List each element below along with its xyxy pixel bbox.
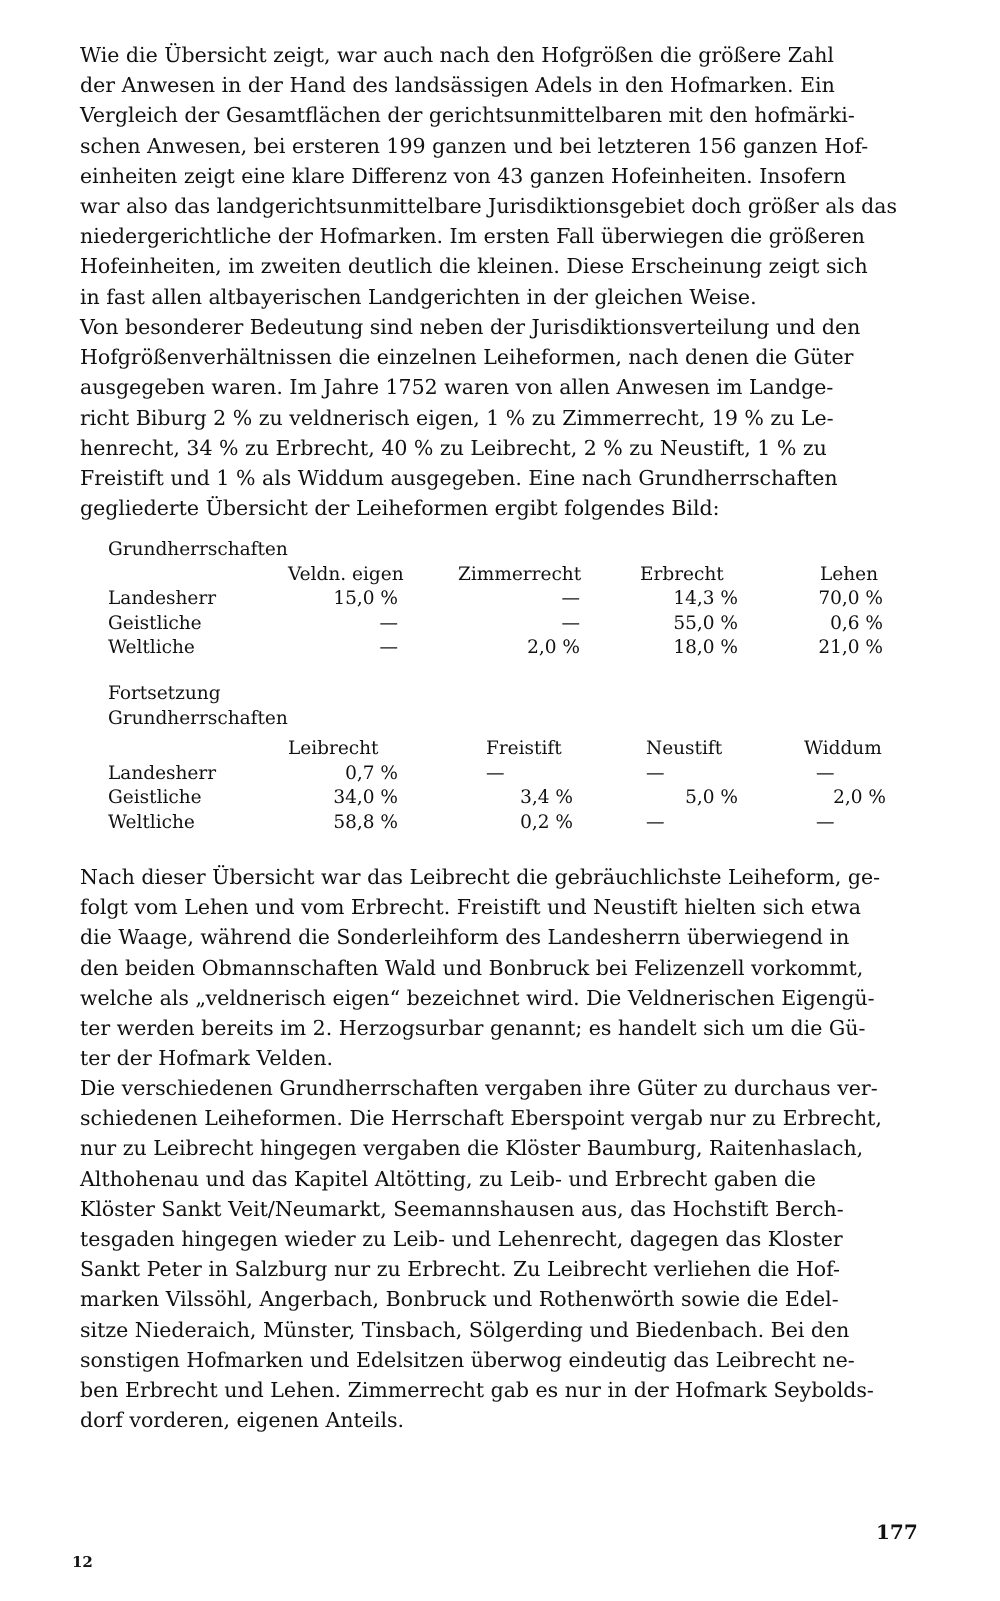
table-cell: —	[646, 762, 665, 784]
table-cell: 5,0 %	[685, 787, 738, 808]
text-line: schiedenen Leiheformen. Die Herrschaft Eberspoint vergab nur zu Erbrecht,	[80, 1106, 882, 1131]
text-line: Klöster Sankt Veit/Neumarkt, Seemannshausen aus, das Hochstift Berch-	[80, 1196, 844, 1221]
column-header: Veldn. eigen	[288, 563, 404, 585]
table-cell: 2,0 %	[833, 787, 886, 808]
text-line: Wie die Übersicht zeigt, war auch nach den Hofgrößen die größere Zahl	[80, 43, 834, 67]
text-line: niedergerichtliche der Hofmarken. Im ersten Fall überwiegen die größeren	[80, 224, 865, 249]
table-row	[108, 811, 924, 836]
table-cell: —	[486, 762, 505, 784]
column-header: Freistift	[486, 738, 562, 759]
text-line: einheiten zeigt eine klare Differenz von 43 ganzen Hofeinheiten. Insofern	[80, 163, 847, 188]
row-label: Weltliche	[108, 637, 195, 658]
row-label: Landesherr	[108, 588, 217, 609]
text-line: welche als „veldnerisch eigen“ bezeichnet wird. Die Veldnerischen Eigengü-	[80, 985, 875, 1010]
table-cell: 58,8 %	[333, 811, 398, 833]
page-number: 177	[876, 1520, 918, 1544]
table-cell: —	[816, 811, 835, 833]
text-line: Althohenau und das Kapitel Altötting, zu Leib- und Erbrecht gaben die	[80, 1166, 816, 1191]
table-cell: —	[816, 762, 835, 784]
table-row	[108, 587, 924, 612]
text-line: Hofgrößenverhältnissen die einzelnen Leiheformen, nach denen die Güter	[80, 345, 854, 370]
text-line: Freistift und 1 % als Widdum ausgegeben. Eine nach Grundherrschaften	[80, 466, 838, 491]
text-line: sitze Niederaich, Münster, Tinsbach, Sölgerding und Biedenbach. Bei den	[80, 1317, 850, 1342]
row-label: Geistliche	[108, 787, 202, 808]
table-cell: —	[561, 588, 580, 609]
table-header-row	[108, 737, 924, 762]
table-cell: —	[379, 637, 398, 658]
table-cell: 34,0 %	[333, 787, 398, 808]
text-line: dorf vorderen, eigenen Anteils.	[80, 1408, 405, 1433]
text-line: Die verschiedenen Grundherrschaften vergaben ihre Güter zu durchaus ver-	[80, 1076, 878, 1100]
text-line: Vergleich der Gesamtflächen der gerichtsunmittelbaren mit den hofmärki-	[80, 103, 855, 128]
table-row	[108, 786, 924, 811]
signature-mark: 12	[72, 1553, 93, 1571]
table-cell: —	[561, 612, 580, 634]
table-cell: 0,2 %	[520, 811, 573, 833]
text-line: ausgegeben waren. Im Jahre 1752 waren von allen Anwesen im Landge-	[80, 375, 834, 400]
text-line: die Waage, während die Sonderleihform des Landesherrn überwiegend in	[80, 925, 850, 950]
paragraph-1	[80, 40, 924, 312]
text-line: Von besonderer Bedeutung sind neben der Jurisdiktionsverteilung und den	[80, 315, 861, 339]
table-cell: 55,0 %	[673, 612, 738, 634]
table-caption: Grundherrschaften	[108, 707, 288, 729]
paragraph-3	[80, 862, 924, 1073]
text-line: richt Biburg 2 % zu veldnerisch eigen, 1 % zu Zimmerrecht, 19 % zu Le-	[80, 405, 834, 430]
table-cell: 0,6 %	[830, 612, 883, 634]
row-label: Weltliche	[108, 811, 195, 833]
text-line: henrecht, 34 % zu Erbrecht, 40 % zu Leibrecht, 2 % zu Neustift, 1 % zu	[80, 435, 827, 460]
text-line: folgt vom Lehen und vom Erbrecht. Freistift und Neustift hielten sich etwa	[80, 895, 862, 920]
text-line: der Anwesen in der Hand des landsässigen Adels in den Hofmarken. Ein	[80, 73, 835, 98]
text-line: in fast allen altbayerischen Landgerichten in der gleichen Weise.	[80, 284, 757, 309]
text-line: Hofeinheiten, im zweiten deutlich die kleinen. Diese Erscheinung zeigt sich	[80, 254, 868, 279]
paragraph-4	[80, 1073, 924, 1435]
table-cell: 18,0 %	[673, 637, 738, 658]
table-row	[108, 612, 924, 637]
row-label: Geistliche	[108, 612, 202, 634]
row-label: Landesherr	[108, 762, 217, 784]
column-header: Erbrecht	[640, 563, 724, 585]
text-line: nur zu Leibrecht hingegen vergaben die Klöster Baumburg, Raitenhaslach,	[80, 1136, 864, 1161]
text-line: war also das landgerichtsunmittelbare Jurisdiktionsgebiet doch größer als das	[80, 194, 897, 219]
table-cell: 14,3 %	[673, 588, 738, 609]
column-header: Leibrecht	[288, 738, 379, 759]
column-header: Lehen	[820, 563, 879, 585]
table-cell: 21,0 %	[818, 637, 883, 658]
table-cell: —	[646, 811, 665, 833]
leiheformen-table-1	[108, 538, 924, 661]
table-caption: Grundherrschaften	[108, 539, 288, 560]
text-line: sonstigen Hofmarken und Edelsitzen überwog eindeutig das Leibrecht ne-	[80, 1347, 855, 1372]
table-row	[108, 636, 924, 661]
text-line: schen Anwesen, bei ersteren 199 ganzen und bei letzteren 156 ganzen Hof-	[80, 133, 869, 158]
column-header: Neustift	[646, 738, 723, 759]
table-continuation-label: Fortsetzung	[108, 683, 221, 704]
text-line: ter der Hofmark Velden.	[80, 1046, 334, 1071]
table-row	[108, 762, 924, 787]
table-cell: 0,7 %	[345, 762, 398, 784]
table-cell: 3,4 %	[520, 787, 573, 808]
column-header: Zimmerrecht	[458, 563, 582, 585]
leiheformen-table-2	[108, 682, 924, 835]
paragraph-2	[80, 312, 924, 523]
table-cell: 2,0 %	[527, 637, 580, 658]
table-cell: —	[379, 612, 398, 634]
text-line: ter werden bereits im 2. Herzogsurbar genannt; es handelt sich um die Gü-	[80, 1016, 866, 1041]
text-line: Sankt Peter in Salzburg nur zu Erbrecht. Zu Leibrecht verliehen die Hof-	[80, 1257, 840, 1282]
text-line: Nach dieser Übersicht war das Leibrecht die gebräuchlichste Leiheform, ge-	[80, 865, 881, 889]
table-cell: 70,0 %	[818, 588, 883, 609]
text-line: marken Vilssöhl, Angerbach, Bonbruck und Rothenwörth sowie die Edel-	[80, 1287, 839, 1312]
text-line: tesgaden hingegen wieder zu Leib- und Lehenrecht, dagegen das Kloster	[80, 1227, 843, 1252]
column-header: Widdum	[804, 738, 882, 759]
text-line: gegliederte Übersicht der Leiheformen ergibt folgendes Bild:	[80, 496, 720, 521]
table-header-row	[108, 563, 924, 588]
text-line: ben Erbrecht und Lehen. Zimmerrecht gab es nur in der Hofmark Seybolds-	[80, 1378, 874, 1403]
text-line: den beiden Obmannschaften Wald und Bonbruck bei Felizenzell vorkommt,	[80, 955, 864, 980]
table-cell: 15,0 %	[333, 588, 398, 609]
